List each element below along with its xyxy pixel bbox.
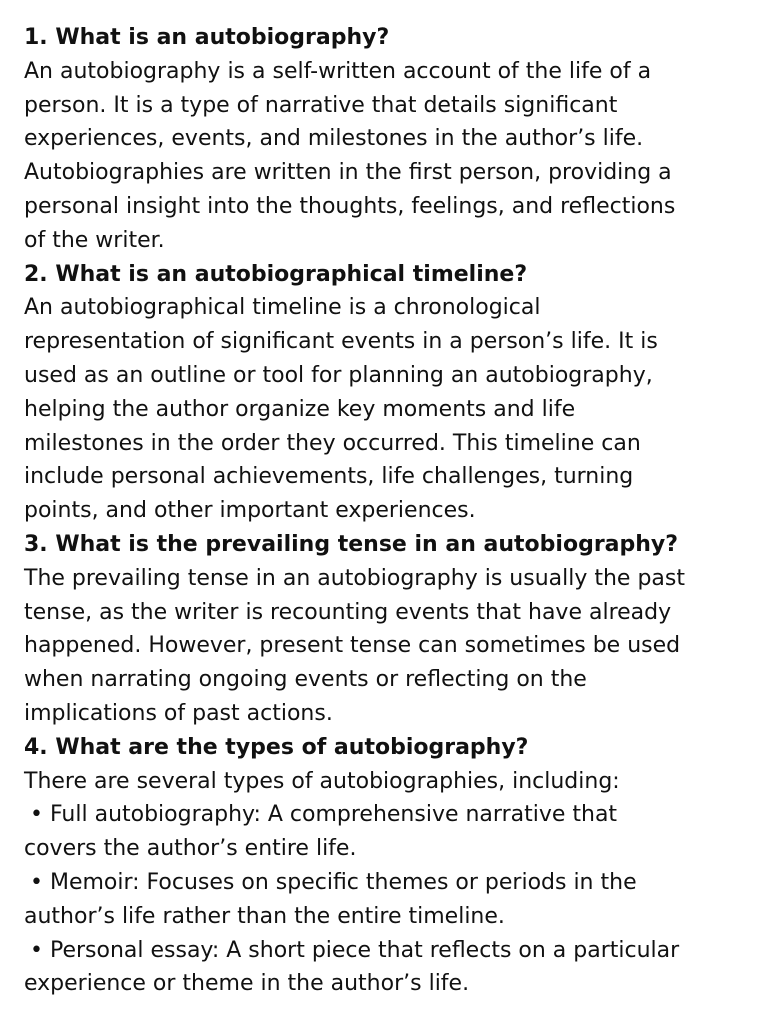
answer-3-line-1: The prevailing tense in an autobiography is usually the past [24,565,685,591]
bullet-personal-essay: • Personal essay: A short piece that reflects on a particular [30,937,680,963]
answer-2-line-7: points, and other important experiences. [24,498,476,524]
answer-2-line-4: helping the author organize key moments and life [24,396,576,422]
bullet-full-autobiography-continued: covers the author’s entire life. [24,836,357,862]
heading-types-of-autobiography: 4. What are the types of autobiography? [24,734,529,760]
answer-1-line-2: person. It is a type of narrative that details significant [24,92,618,118]
answer-3-line-4: when narrating ongoing events or reflecting on the [24,667,587,693]
heading-what-is-autobiography: 1. What is an autobiography? [24,25,390,50]
answer-1-line-6: of the writer. [24,227,165,253]
answer-3-line-5: implications of past actions. [24,700,333,726]
answer-4-intro: There are several types of autobiographies, including: [24,768,620,794]
heading-autobiographical-timeline: 2. What is an autobiographical timeline? [24,261,528,287]
bullet-memoir-continued: author’s life rather than the entire timeline. [24,903,505,929]
answer-2-line-3: used as an outline or tool for planning an autobiography, [24,362,653,388]
answer-2-line-1: An autobiographical timeline is a chronological [24,295,541,321]
answer-3-line-3: happened. However, present tense can sometimes be used [24,633,681,659]
answer-2-line-6: include personal achievements, life challenges, turning [24,464,634,490]
answer-2-line-2: representation of significant events in a person’s life. It is [24,329,658,355]
heading-prevailing-tense: 3. What is the prevailing tense in an autobiography? [24,531,679,557]
bullet-personal-essay-continued: experience or theme in the author’s life. [24,971,470,997]
answer-3-line-2: tense, as the writer is recounting events that have already [24,599,672,625]
answer-1-line-4: Autobiographies are written in the first person, providing a [24,160,672,186]
answer-1-line-1: An autobiography is a self-written account of the life of a [24,58,652,84]
answer-1-line-5: personal insight into the thoughts, feelings, and reflections [24,193,676,219]
bullet-memoir: • Memoir: Focuses on specific themes or periods in the [30,869,637,895]
bullet-full-autobiography: • Full autobiography: A comprehensive narrative that [30,802,618,828]
answer-1-line-3: experiences, events, and milestones in the author’s life. [24,126,644,152]
answer-2-line-5: milestones in the order they occurred. This timeline can [24,430,641,456]
